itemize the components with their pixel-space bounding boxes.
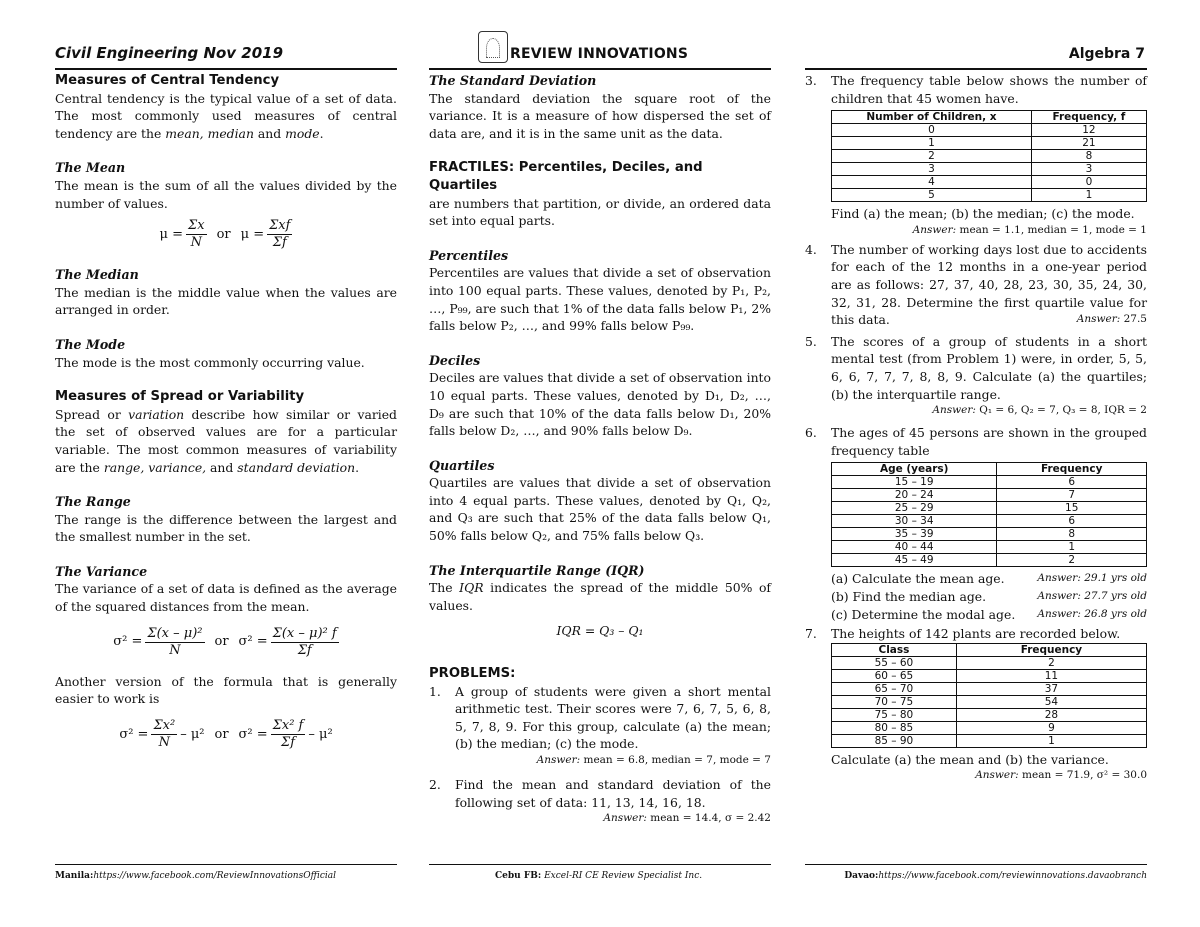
plants-table-cell: 80 – 85: [832, 721, 957, 734]
ages-table-cell: 15 – 19: [832, 476, 997, 489]
topic-label: Algebra 7: [1068, 46, 1145, 62]
footer-cebu: Cebu FB: Excel-RI CE Review Specialist Inc.: [495, 871, 703, 881]
fractiles-title: FRACTILES: Percentiles, Deciles, and Quartiles: [429, 160, 703, 193]
footer-davao: Davao:https://www.facebook.com/reviewinnovations.davaobranch: [844, 871, 1147, 881]
children-table-cell: 1: [832, 137, 1032, 150]
children-table-cell: 0: [832, 124, 1032, 137]
problem-5-answer: Answer: Q₁ = 6, Q₂ = 7, Q₃ = 8, IQR = 2: [932, 404, 1147, 417]
footer-rule-right: [805, 864, 1147, 865]
problem-3: 3. The frequency table below shows the number of children that 45 women have.: [805, 73, 1147, 106]
plants-table-cell: 1: [956, 734, 1146, 747]
percentiles-text: Percentiles are values that divide a set of observation into 100 equal parts. These values, denoted by P₁, P₂, …, P₉₉, are such that 1% of the data falls below P₁, 2% falls below P₂, …, and 99% falls below P₉₉.: [429, 265, 771, 334]
quartiles-title: Quartiles: [429, 457, 495, 473]
problem-4: 4. The number of working days lost due to accidents for each of the 12 months in a one-year period are as follows: 27, 37, 40, 28, 23, 30, 35, 24, 30, 32, 31, 28. Determine the first quartile value for this data. Answer: 27.5: [805, 241, 1147, 328]
variance-formula: σ² = $\frac{\text{Σ(x – μ)²}}{N}$ or σ² = $\frac{\text{Σ(x – μ)² f}}{\Sigma f}$: [113, 625, 337, 658]
ages-table-header-cell: Frequency: [997, 463, 1147, 476]
plants-table-cell: 55 – 60: [832, 656, 957, 669]
footer-cebu-link[interactable]: Excel-RI CE Review Specialist Inc.: [544, 871, 703, 881]
mode-text: The mode is the most commonly occurring value.: [55, 354, 365, 370]
problem-2: 2. Find the mean and standard deviation of the following set of data: 11, 13, 14, 16, 18. Answer: mean = 14.4, σ = 2.42: [429, 777, 771, 825]
ages-table-cell: 45 – 49: [832, 554, 997, 567]
children-table-cell: 21: [1031, 137, 1146, 150]
ages-table-row: [832, 515, 1147, 528]
children-table-cell: 3: [1031, 163, 1146, 176]
children-frequency-table: [831, 110, 1147, 202]
plants-table-cell: 28: [956, 708, 1146, 721]
problem-1: 1. A group of students were given a short mental arithmetic test. Their scores were 7, 6, 7, 5, 6, 8, 5, 7, 8, 9. For this group, calculate (a) the mean; (b) the median; (c) the mode. Answer: mean = 6.8, median = 7, mode = 7: [429, 683, 771, 766]
children-table-cell: 0: [1031, 176, 1146, 189]
plants-table-cell: 11: [956, 669, 1146, 682]
plants-table-cell: 85 – 90: [832, 734, 957, 747]
column-1: [55, 72, 397, 761]
children-table-header-cell: Number of Children, x: [832, 111, 1032, 124]
fractiles-text: are numbers that partition, or divide, an ordered data set into equal parts.: [429, 195, 771, 229]
plants-table-row: [832, 656, 1147, 669]
iqr-title: The Interquartile Range (IQR): [429, 562, 645, 578]
problem-6-a: (a) Calculate the mean age. Answer: 29.1 yrs old: [831, 571, 1147, 587]
children-table-row: [832, 176, 1147, 189]
problem-1-answer: Answer: mean = 6.8, median = 7, mode = 7: [536, 754, 771, 766]
sd-title: The Standard Deviation: [429, 73, 597, 88]
ages-table-cell: 2: [997, 554, 1147, 567]
column-3: [805, 72, 1147, 782]
document-title: Civil Engineering Nov 2019: [55, 44, 284, 62]
central-tendency-text: Central tendency is the typical value of a set of data. The most commonly used measures of central tendency are the mean, median and mode.: [55, 90, 397, 141]
ages-table-cell: 40 – 44: [832, 541, 997, 554]
ages-table-cell: 7: [997, 489, 1147, 502]
ages-table-header-cell: Age (years): [832, 463, 997, 476]
ages-table-row: [832, 528, 1147, 541]
footer-manila: Manila:https://www.facebook.com/ReviewInnovationsOfficial: [55, 871, 336, 881]
iqr-formula: IQR = Q₃ – Q₁: [556, 623, 644, 639]
children-table-cell: 12: [1031, 124, 1146, 137]
problem-7-answer: Answer: mean = 71.9, σ² = 30.0: [975, 769, 1147, 782]
children-table-cell: 8: [1031, 150, 1146, 163]
problem-4-answer: Answer: 27.5: [1076, 312, 1147, 325]
footer-rule-left: [55, 864, 397, 865]
children-table-row: [832, 189, 1147, 202]
problem-3-question: Find (a) the mean; (b) the median; (c) the mode.: [831, 206, 1135, 222]
plants-table-row: [832, 695, 1147, 708]
plants-table-row: [832, 721, 1147, 734]
problems-list-col3b: [805, 241, 1147, 460]
sd-text: The standard deviation the square root of the variance. It is a measure of how dispersed the set of data are, and it is in the same unit as the data.: [429, 90, 771, 141]
another-version-text: Another version of the formula that is generally easier to work is: [55, 673, 397, 707]
section-spread-title: Measures of Spread or Variability: [55, 389, 305, 405]
children-table-header-cell: Frequency, f: [1031, 111, 1146, 124]
plants-table-cell: 2: [956, 656, 1146, 669]
ages-table-cell: 1: [997, 541, 1147, 554]
problem-5: 5. The scores of a group of students in a short mental test (from Problem 1) were, in order, 5, 5, 6, 6, 7, 7, 7, 8, 8, 9. Calculate (a) the quartiles; (b) the interquartile range. Answer: Q₁ = 6, Q₂ = 7, Q₃ = 8, IQR = 2: [805, 333, 1147, 417]
children-table-cell: 4: [832, 176, 1032, 189]
ages-frequency-table: [831, 462, 1147, 567]
ages-table-cell: 6: [997, 476, 1147, 489]
variance-title: The Variance: [55, 563, 148, 579]
plants-table-cell: 60 – 65: [832, 669, 957, 682]
footer-rule-middle: [429, 864, 771, 865]
header-rule-left: [55, 68, 397, 70]
children-table-row: [832, 163, 1147, 176]
plants-table-cell: 65 – 70: [832, 682, 957, 695]
deciles-text: Deciles are values that divide a set of observation into 10 equal parts. These values, denoted by D₁, D₂, …, D₉ are such that 10% of the data falls below D₁, 20% falls below D₂, …, and 90% falls below D₉.: [429, 370, 771, 439]
iqr-text: The IQR indicates the spread of the middle 50% of values.: [429, 580, 771, 613]
plants-table-row: [832, 708, 1147, 721]
ages-table-cell: 25 – 29: [832, 502, 997, 515]
plants-table-cell: 9: [956, 721, 1146, 734]
problems-list-col3: [805, 72, 1147, 107]
ages-table-row: [832, 489, 1147, 502]
ages-table-row: [832, 476, 1147, 489]
children-table-cell: 3: [832, 163, 1032, 176]
mode-title: The Mode: [55, 336, 126, 352]
plant-heights-table: [831, 643, 1147, 748]
children-table-row: [832, 137, 1147, 150]
ages-table-cell: 15: [997, 502, 1147, 515]
children-table-row: [832, 150, 1147, 163]
problem-6-c: (c) Determine the modal age. Answer: 26.8 yrs old: [831, 606, 1147, 622]
problem-7: 7. The heights of 142 plants are recorded below.: [805, 626, 1121, 642]
plants-table-cell: 54: [956, 695, 1146, 708]
mean-text: The mean is the sum of all the values divided by the number of values.: [55, 177, 397, 211]
problem-2-answer: Answer: mean = 14.4, σ = 2.42: [603, 812, 771, 825]
children-table-cell: 1: [1031, 189, 1146, 202]
plants-table-cell: 70 – 75: [832, 695, 957, 708]
variance-text: The variance of a set of data is defined as the average of the squared distances from the mean.: [55, 581, 397, 615]
plants-table-header-cell: Class: [832, 643, 957, 656]
children-table-cell: 5: [832, 189, 1032, 202]
median-title: The Median: [55, 267, 139, 283]
review-innovations-logo-icon: [478, 31, 508, 63]
deciles-title: Deciles: [429, 352, 481, 368]
spread-text: Spread or variation describe how similar or varied the set of observed values are for a particular variable. The most common measures of variability are the range, variance, and standard deviation.: [55, 406, 397, 475]
problem-6: 6. The ages of 45 persons are shown in the grouped frequency table: [805, 425, 1147, 458]
problem-3-answer: Answer: mean = 1.1, median = 1, mode = 1: [912, 223, 1147, 236]
problems-title: PROBLEMS:: [429, 666, 516, 682]
plants-table-row: [832, 734, 1147, 747]
plants-table-row: [832, 669, 1147, 682]
median-text: The median is the middle value when the values are arranged in order.: [55, 284, 397, 318]
plants-table-header-cell: Frequency: [956, 643, 1146, 656]
percentiles-title: Percentiles: [429, 247, 509, 263]
plants-table-cell: 75 – 80: [832, 708, 957, 721]
header-rule-right: [805, 68, 1147, 70]
ages-table-cell: 35 – 39: [832, 528, 997, 541]
footer-manila-link[interactable]: https://www.facebook.com/ReviewInnovationsOfficial: [93, 871, 336, 881]
mean-formula: μ = $\frac{\Sigma x}{N}$ or μ = $\frac{\text{Σxf}}{\Sigma f}$: [159, 218, 291, 251]
ages-table-row: [832, 502, 1147, 515]
section-central-tendency-title: Measures of Central Tendency: [55, 73, 280, 88]
plants-table-cell: 37: [956, 682, 1146, 695]
column-2: [429, 72, 771, 825]
children-table-row: [832, 124, 1147, 137]
ages-table-cell: 6: [997, 515, 1147, 528]
problems-list-col3c: [805, 625, 1147, 643]
problem-6-b: (b) Find the median age. Answer: 27.7 yrs old: [831, 588, 1147, 604]
problems-list-col2: [429, 683, 771, 826]
mean-title: The Mean: [55, 160, 126, 176]
ages-table-cell: 30 – 34: [832, 515, 997, 528]
range-text: The range is the difference between the largest and the smallest number in the set.: [55, 511, 397, 545]
variance-alt-formula: σ² = $\frac{\text{Σx²}}{N}$ – μ² or σ² = $\frac{\text{Σx² f}}{\Sigma f}$ – μ²: [119, 717, 333, 750]
range-title: The Range: [55, 494, 131, 510]
ages-table-row: [832, 541, 1147, 554]
quartiles-text: Quartiles are values that divide a set of observation into 4 equal parts. These values, denoted by Q₁, Q₂, and Q₃ are such that 25% of the data falls below Q₁, 50% falls below Q₂, and 75% falls below Q₃.: [429, 475, 771, 544]
header-rule-middle: [429, 68, 771, 70]
problem-7-question: Calculate (a) the mean and (b) the variance.: [831, 751, 1109, 767]
children-table-cell: 2: [832, 150, 1032, 163]
ages-table-cell: 8: [997, 528, 1147, 541]
brand-name: REVIEW INNOVATIONS: [510, 46, 689, 62]
footer-davao-link[interactable]: https://www.facebook.com/reviewinnovations.davaobranch: [878, 871, 1147, 881]
ages-table-cell: 20 – 24: [832, 489, 997, 502]
ages-table-row: [832, 554, 1147, 567]
brand-header: [478, 31, 688, 63]
plants-table-row: [832, 682, 1147, 695]
